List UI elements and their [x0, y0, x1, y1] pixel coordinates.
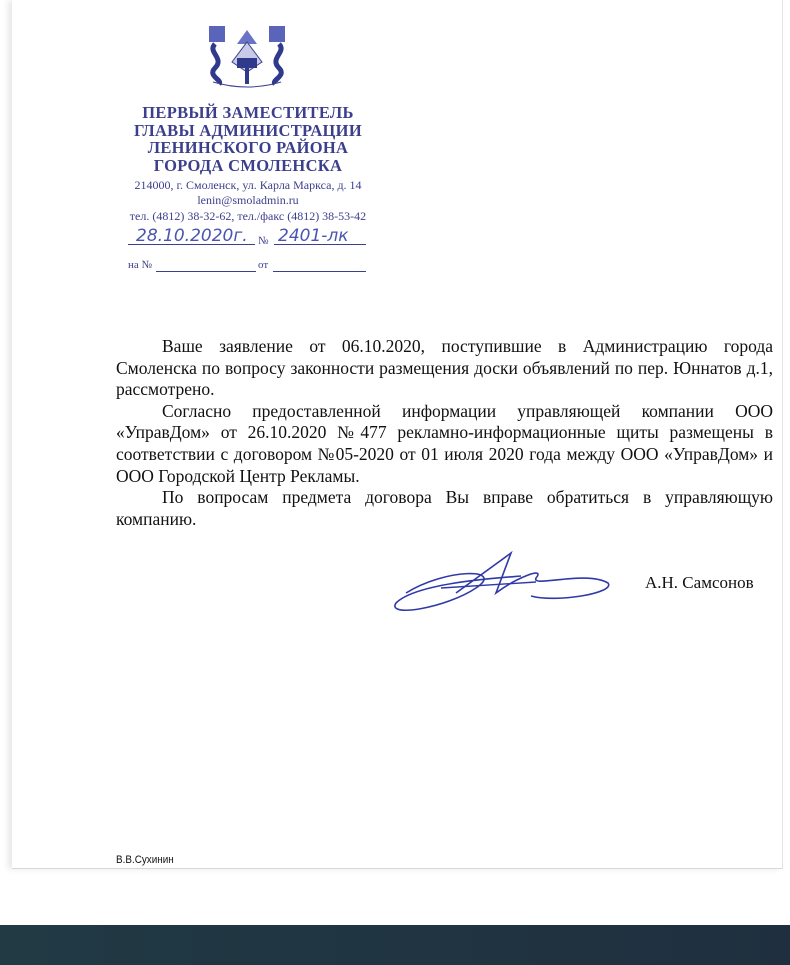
registration-date: 28.10.2020г.: [136, 226, 248, 246]
executor-name: В.В.Сухинин: [116, 854, 174, 866]
letterhead: [116, 104, 380, 224]
letter-body: [116, 336, 773, 530]
email: lenin@smoladmin.ru: [197, 192, 299, 207]
phone: тел. (4812) 38-32-62, тел./факс (4812) 38-53-42: [129, 209, 367, 223]
title-line: ПЕРВЫЙ ЗАМЕСТИТЕЛЬ: [142, 103, 354, 122]
title-line: ГЛАВЫ АДМИНИСТРАЦИИ: [134, 120, 362, 140]
coat-of-arms-icon: [207, 22, 287, 90]
viewer-footer-bar: [0, 925, 790, 965]
paragraph: Ваше заявление от 06.10.2020, поступившие в Администрацию города Смоленска по вопросу законности размещения доски объявлений по пер. Юннатов д.1, рассмотрено.: [116, 336, 773, 400]
from-label: от: [258, 259, 269, 271]
title-line: ГОРОДА СМОЛЕНСКА: [153, 155, 343, 175]
number-label: №: [258, 235, 269, 247]
paragraph: Согласно предоставленной информации управляющей компании ООО «УправДом» от 26.10.2020 №477 рекламно-информационные щиты размещены в соответствии с договором №05-2020 от 01 июля 2020 года между ООО «УправДом» и ООО Городской Центр Рекламы.: [116, 400, 773, 486]
signatory-name: А.Н. Самсонов: [645, 573, 754, 592]
registration-block: [128, 228, 368, 279]
letterhead-title: [116, 104, 380, 174]
paragraph: По вопросам предмета договора Вы вправе обратиться в управляющую компанию.: [116, 487, 773, 529]
reference-label: на №: [128, 259, 153, 271]
registration-number: 2401-лк: [278, 226, 349, 246]
address: 214000, г. Смоленск, ул. Карла Маркса, д. 14: [134, 178, 362, 192]
title-line: ЛЕНИНСКОГО РАЙОНА: [147, 138, 349, 157]
handwritten-signature: [386, 548, 616, 618]
